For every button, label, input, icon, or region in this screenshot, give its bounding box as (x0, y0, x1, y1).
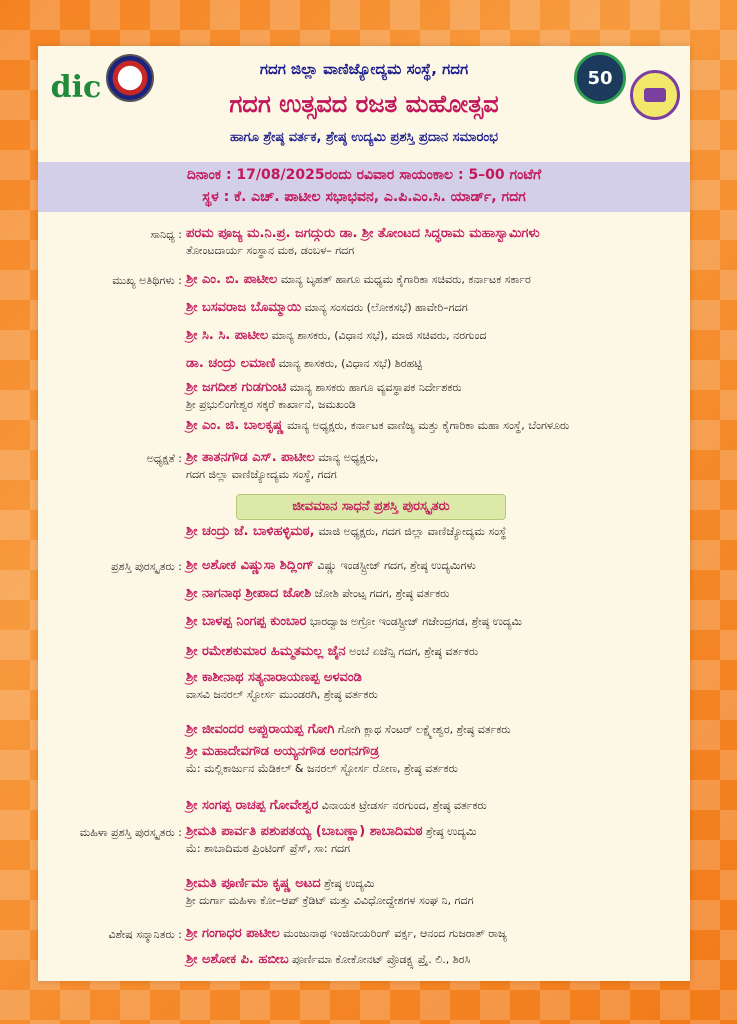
event-date: ದಿನಾಂಕ : 17/08/2025ರಂದು ರವಿವಾರ ಸಾಯಂಕಾಲ : 5–00 ಗಂಟೆಗೆ (186, 167, 542, 183)
person-description: ಮಾನ್ಯ ಶಾಸಕರು, (ವಿಧಾನ ಸಭೆ) ಶಿರಹಟ್ಟಿ (275, 357, 423, 370)
person-affiliation: ಶ್ರೀ ದುರ್ಗಾ ಮಹಿಳಾ ಕೋ–ಆಪ್ ಕ್ರೆಡಿಟ್ ಮತ್ತು ವಿವಿಧೋದ್ದೇಶಗಳ ಸಂಘ ನಿ, ಗದಗ (186, 894, 474, 907)
person-affiliation: ವಾಸವಿ ಜನರಲ್ ಸ್ಟೋರ್ಸ ಮುಂಡರಗಿ, ಶ್ರೇಷ್ಠ ವರ್ತಕರು (186, 688, 378, 701)
person-name: ಶ್ರೀ ಸಿ. ಸಿ. ಪಾಟೀಲ (186, 328, 269, 343)
person-name: ಶ್ರೀ ಅಶೋಕ ಪಿ. ಹಬೀಬ (186, 952, 289, 967)
person-description: ಮಾನ್ಯ ಶಾಸಕರು, (ವಿಧಾನ ಸಭೆ), ಮಾಜಿ ಸಚಿವರು, ನರಗುಂದ (268, 329, 487, 342)
page-title: ಗದಗ ಉತ್ಸವದ ರಜತ ಮಹೋತ್ಸವ (229, 90, 499, 118)
person-description: ವಿನಾಯಕ ಟ್ರೇಡರ್ಸ ನರಗುಂದ, ಶ್ರೇಷ್ಠ ವರ್ತಕರು (318, 799, 487, 812)
person-description: ಪೂರ್ಣಿಮಾ ಕೋಕೋನಟ್ ಪ್ರೊಡಕ್ಟ್ಸ ಪ್ರೈ. ಲಿ., ಶಿರಸಿ (288, 953, 471, 966)
section-label: ಮುಖ್ಯ ಅತಿಥಿಗಳು : (112, 274, 182, 287)
person-name: ಶ್ರೀಮತಿ ಪೂರ್ಣಿಮಾ ಕೃಷ್ಣ ಅಟದ (186, 876, 321, 891)
person-name: ಶ್ರೀ ಮಹಾದೇವಗೌಡ ಅಯ್ಯನಗೌಡ ಅಂಗನಗೌಡ್ರ (186, 744, 380, 759)
person-affiliation: ಗದಗ ಜಿಲ್ಲಾ ವಾಣಿಜ್ಯೋದ್ಯಮ ಸಂಸ್ಥೆ, ಗದಗ (186, 468, 337, 481)
person-name: ಶ್ರೀ ನಾಗನಾಥ ಶ್ರೀಪಾದ ಜೋಶಿ (186, 586, 312, 601)
person-name: ಶ್ರೀ ಅಶೋಕ ವಿಷ್ಣುಸಾ ಶಿದ್ಲಿಂಗ್ (186, 558, 314, 573)
person-name: ಶ್ರೀ ಜಗದೀಶ ಗುಡಗುಂಟಿ (186, 380, 287, 395)
person-description: ಶ್ರೇಷ್ಠ ಉದ್ಯಮಿ (422, 825, 477, 838)
person-name: ಶ್ರೀ ಸಂಗಪ್ಪ ರಾಚಪ್ಪ ಗೋವೇಶ್ವರ (186, 798, 319, 813)
organizer-name: ಗದಗ ಜಿಲ್ಲಾ ವಾಣಿಜ್ಯೋದ್ಯಮ ಸಂಸ್ಥೆ, ಗದಗ (259, 60, 469, 78)
person-name: ಶ್ರೀ ಗಂಗಾಧರ ಪಾಟೀಲ (186, 926, 280, 941)
person-name: ಶ್ರೀ ಕಾಶೀನಾಥ ಸತ್ಯನಾರಾಯಣಪ್ಪ ಅಳವಂಡಿ (186, 670, 362, 685)
jubilee-50-logo: 50 (574, 52, 626, 104)
person-name: ಶ್ರೀ ರಮೇಶಕುಮಾರ ಹಿಮ್ಮತಮಲ್ಲ ಜೈನ (186, 644, 346, 659)
person-name: ಶ್ರೀ ಬಾಳಪ್ಪ ನಿಂಗಪ್ಪ ಕುಂಬಾರ (186, 614, 307, 629)
person-name: ಶ್ರೀ ಎಂ. ಜಿ. ಬಾಲಕೃಷ್ಣ (186, 418, 284, 433)
dic-logo: dic (50, 69, 102, 105)
person-affiliation: ತೋಂಟದಾರ್ಯ ಸಂಸ್ಥಾನ ಮಠ, ಡಂಬಳ– ಗದಗ (186, 244, 355, 257)
lifetime-awardee-name: ಶ್ರೀ ಚಂದ್ರು ಜೆ. ಬಾಳಿಹಳ್ಳಿಮಠ, (186, 524, 315, 539)
section-label: ಮಹಿಳಾ ಪ್ರಶಸ್ತಿ ಪುರಸ್ಕೃತರು : (79, 826, 182, 839)
person-description: ಗೋಗಿ ಕ್ಲಾಥ ಸೆಂಟರ್ ಲಕ್ಷ್ಮೇಶ್ವರ, ಶ್ರೇಷ್ಠ ವರ್ತಕರು (334, 723, 511, 736)
person-description: ಮಾನ್ಯ ಅಧ್ಯಕ್ಷರು, (314, 451, 379, 464)
lifetime-awardee-desc: ಮಾಜಿ ಅಧ್ಯಕ್ಷರು, ಗದಗ ಜಿಲ್ಲಾ ವಾಣಿಜ್ಯೋದ್ಯಮ ಸಂಸ್ಥೆ (318, 525, 507, 538)
person-name: ಶ್ರೀಮತಿ ಪಾರ್ವತಿ ಪಶುಪತಯ್ಯ (ಬಾಬಣ್ಣಾ) ಶಾಬಾದಿಮಠ (186, 824, 423, 839)
person-description: ಅಂಬೆ ಏಜೆನ್ಸಿ ಗದಗ, ಶ್ರೇಷ್ಠ ವರ್ತಕರು (345, 645, 479, 658)
lifetime-award-heading: ಜೀವಮಾನ ಸಾಧನೆ ಪ್ರಶಸ್ತಿ ಪುರಸ್ಕೃತರು (236, 494, 506, 520)
person-description: ವಿಷ್ಣು ಇಂಡಸ್ಟ್ರೀಜ್ ಗದಗ, ಶ್ರೇಷ್ಠ ಉದ್ಯಮಿಗಳು (313, 559, 476, 572)
person-description: ಮಂಜುನಾಥ ಇಂಜಿನೀಯರಿಂಗ್ ವರ್ಕ್ಸ, ಆನಂದ ಗುಜರಾತ್ ರಾಜ್ಯ (279, 927, 507, 940)
event-venue: ಸ್ಥಳ : ಕೆ. ಎಚ್. ಪಾಟೀಲ ಸಭಾಭವನ, ಎ.ಪಿ.ಎಂ.ಸಿ. ಯಾರ್ಡ್, ಗದಗ (202, 189, 526, 205)
section-label: ಪ್ರಶಸ್ತಿ ಪುರಸ್ಕೃತರು : (111, 560, 182, 573)
person-description: ಶ್ರೇಷ್ಠ ಉದ್ಯಮಿ (320, 877, 375, 890)
person-affiliation: ಮೆ: ಶಾಬಾದಿಮಠ ಪ್ರಿಂಟಿಂಗ್ ಪ್ರೆಸ್, ಸಾ: ಗದಗ (186, 842, 351, 855)
person-description: ಭಾರದ್ವಾಜ ಅಗ್ರೋ ಇಂಡಸ್ಟ್ರೀಜ್ ಗಜೇಂದ್ರಗಡ, ಶ್ರೇಷ್ಠ ಉದ್ಯಮಿ (306, 615, 523, 628)
event-info-band (38, 162, 690, 212)
person-affiliation: ಮೆ: ಮಲ್ಲಿಕಾರ್ಜುನ ಮೆಡಿಕಲ್ & ಜನರಲ್ ಸ್ಟೋರ್ಸ ರೋಣ, ಶ್ರೇಷ್ಠ ವರ್ತಕರು (186, 762, 458, 775)
person-affiliation: ಶ್ರೀ ಪ್ರಭುಲಿಂಗೇಶ್ವರ ಸಕ್ಕರೆ ಕಾರ್ಖಾನೆ, ಜಮಖಂಡಿ (186, 398, 356, 411)
person-description: ಜೋಶಿ ಪೇಂಟ್ಸ ಗದಗ, ಶ್ರೇಷ್ಠ ವರ್ತಕರು (311, 587, 450, 600)
person-description: ಮಾನ್ಯ ಶಾಸಕರು ಹಾಗೂ ವ್ಯವಸ್ಥಾಪಕ ನಿರ್ದೇಶಕರು (286, 381, 462, 394)
person-name: ಶ್ರೀ ಎಂ. ಬಿ. ಪಾಟೀಲ (186, 272, 278, 287)
person-name: ಶ್ರೀ ಬಸವರಾಜ ಬೊಮ್ಮಾಯಿ (186, 300, 302, 315)
person-description: ಮಾನ್ಯ ಬೃಹತ್ ಹಾಗೂ ಮಧ್ಯಮ ಕೈಗಾರಿಕಾ ಸಚಿವರು, ಕರ್ನಾಟಕ ಸರ್ಕಾರ (277, 273, 531, 286)
section-label: ವಿಶೇಷ ಸನ್ಮಾನಿತರು : (108, 928, 182, 941)
section-label: ಅಧ್ಯಕ್ಷತೆ : (146, 452, 182, 465)
person-description: ಮಾನ್ಯ ಅಧ್ಯಕ್ಷರು, ಕರ್ನಾಟಕ ವಾಣಿಜ್ಯ ಮತ್ತು ಕೈಗಾರಿಕಾ ಮಹಾ ಸಂಸ್ಥೆ, ಬೆಂಗಳೂರು (283, 419, 570, 432)
person-name: ಪರಮ ಪೂಜ್ಯ ಮ.ನಿ.ಪ್ರ. ಜಗದ್ಗುರು ಡಾ. ಶ್ರೀ ತೋಂಟದ ಸಿದ್ಧರಾಮ ಮಹಾಸ್ವಾಮಿಗಳು (186, 226, 540, 241)
section-label: ಸಾನಿಧ್ಯ : (150, 228, 182, 241)
invitation-card (38, 46, 690, 981)
person-description: ಮಾನ್ಯ ಸಂಸದರು (ಲೋಕಸಭೆ) ಹಾವೇರಿ–ಗದಗ (301, 301, 468, 314)
person-name: ಶ್ರೀ ತಾತನಗೌಡ ಎಸ್. ಪಾಟೀಲ (186, 450, 315, 465)
person-name: ಶ್ರೀ ಜೀವಂದರ ಅಪ್ಪುರಾಯಪ್ಪ ಗೋಗಿ (186, 722, 335, 737)
page-subtitle: ಹಾಗೂ ಶ್ರೇಷ್ಠ ವರ್ತಕ, ಶ್ರೇಷ್ಠ ಉದ್ಯಮಿ ಪ್ರಶಸ್ತಿ ಪ್ರದಾನ ಸಮಾರಂಭ (229, 130, 499, 145)
person-name: ಡಾ. ಚಂದ್ರು ಲಮಾಣಿ (186, 356, 276, 371)
